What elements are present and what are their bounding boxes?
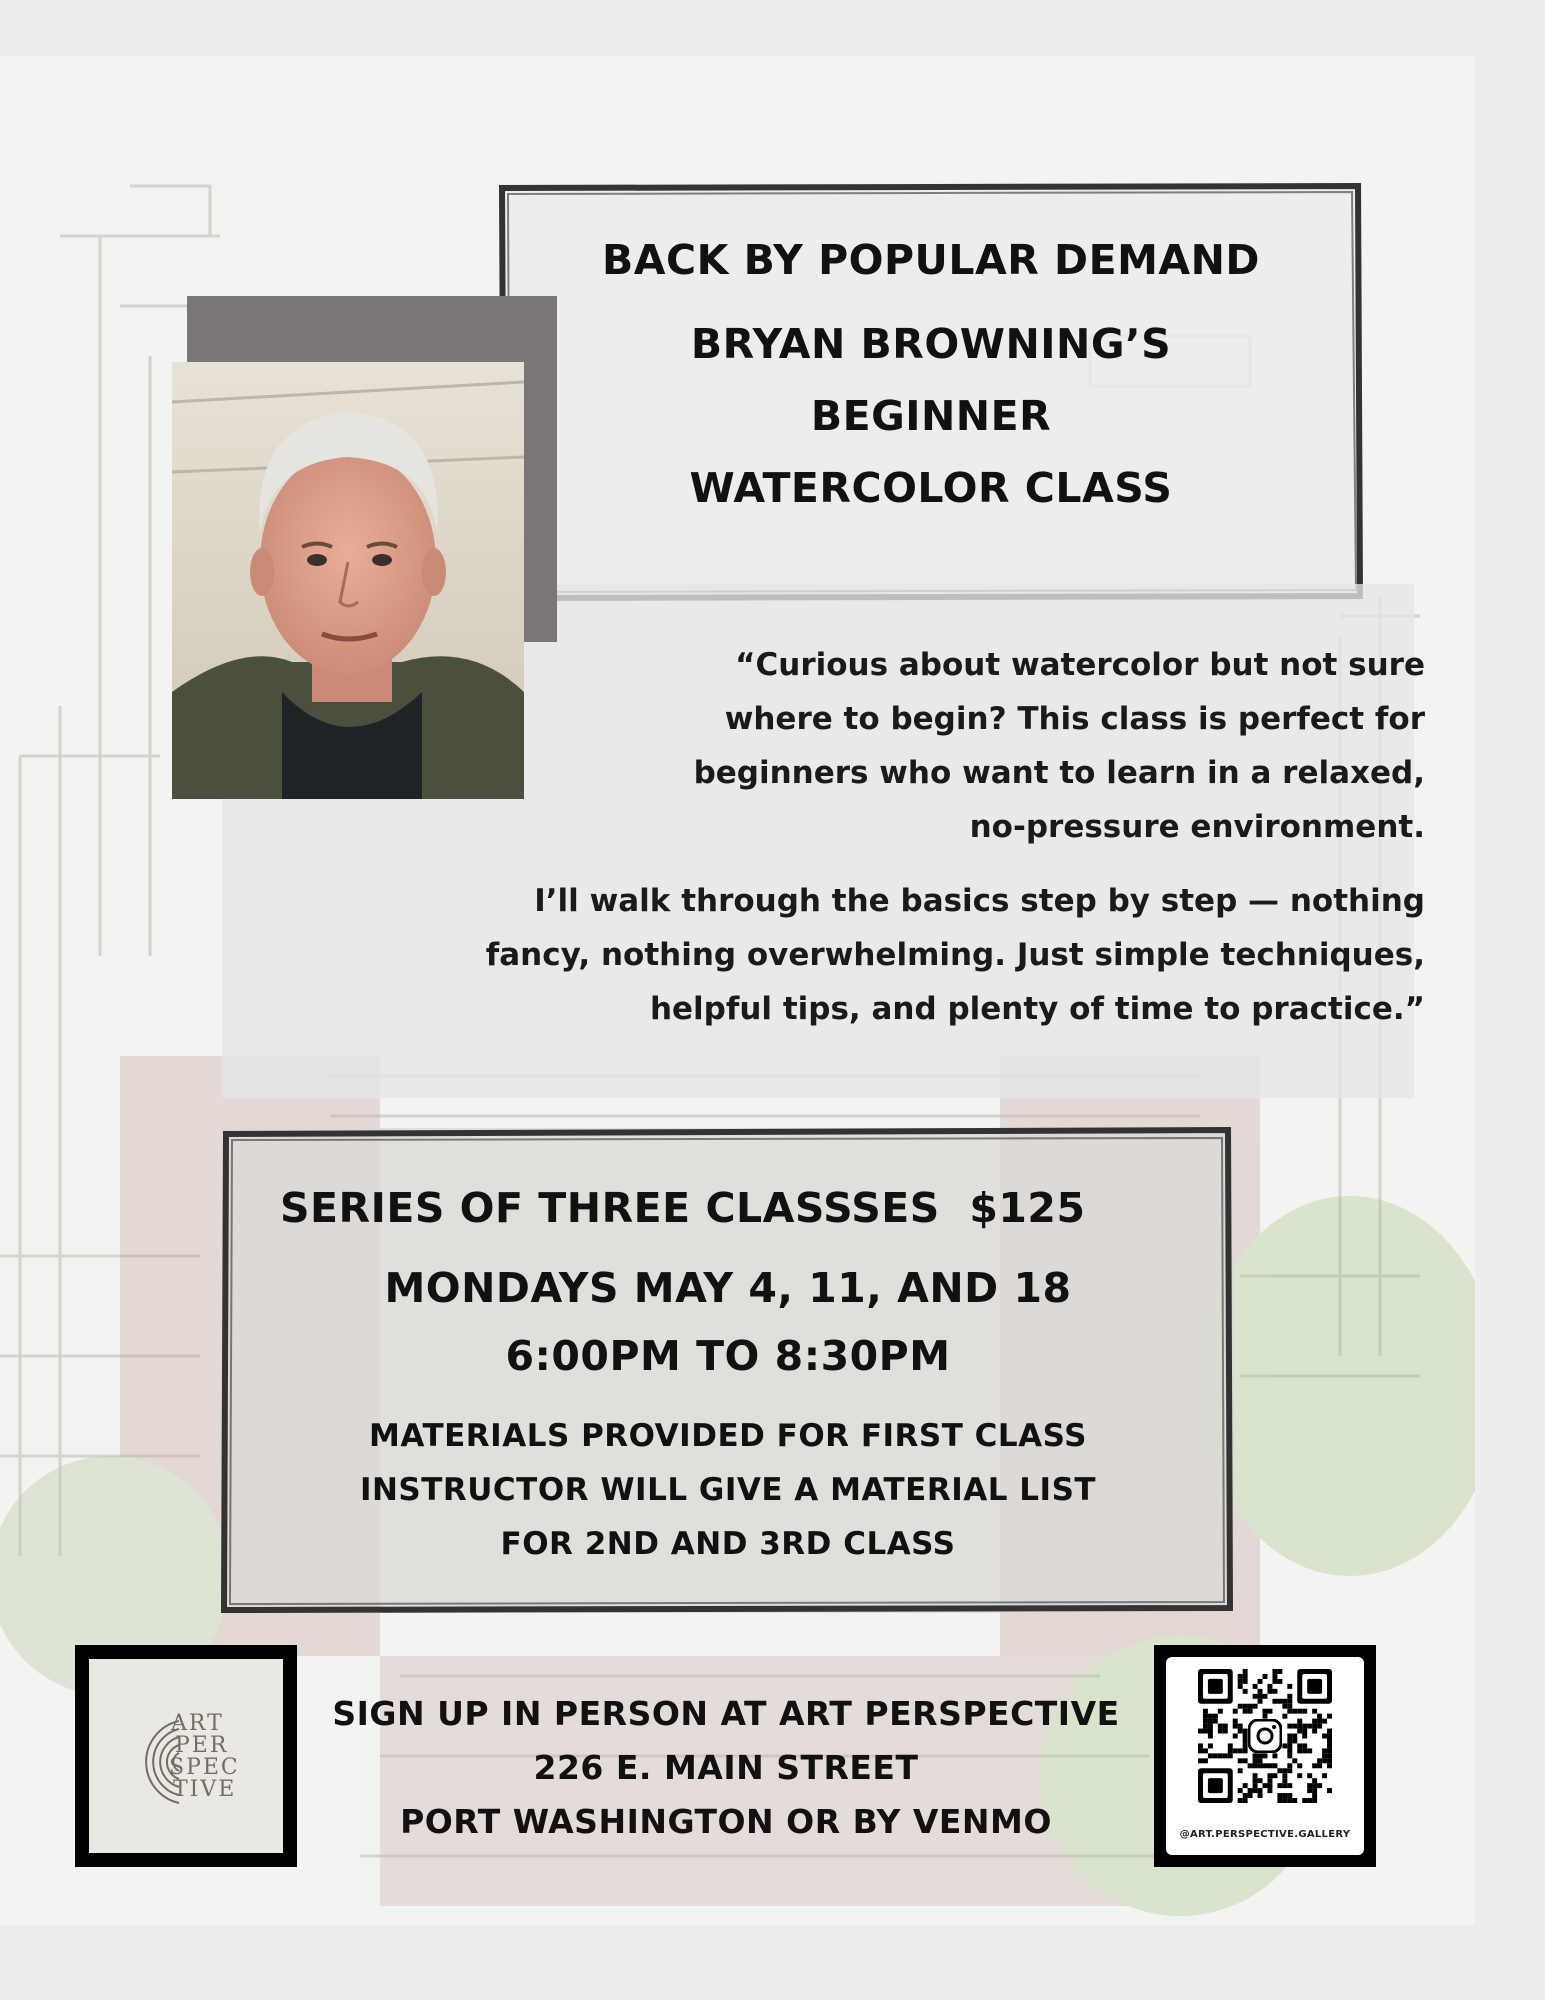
logo-card <box>89 1659 283 1853</box>
header-line-1: BACK BY POPULAR DEMAND <box>602 236 1260 284</box>
signup-line-3: PORT WASHINGTON OR BY VENMO <box>400 1802 1052 1841</box>
quote-line: no-pressure environment. <box>969 809 1425 845</box>
details-panel <box>222 1128 1234 1613</box>
quote-line: fancy, nothing overwhelming. Just simple techniques, <box>485 937 1425 973</box>
instagram-icon <box>1248 1719 1282 1753</box>
quote-paragraph-2 <box>486 874 1425 1036</box>
qr-code[interactable] <box>1154 1645 1376 1867</box>
class-dates: MONDAYS MAY 4, 11, AND 18 <box>384 1264 1072 1312</box>
quote-line: “Curious about watercolor but not sure <box>735 647 1425 683</box>
title-panel <box>500 184 1362 600</box>
art-perspective-logo <box>75 1645 297 1867</box>
page-margin <box>1475 56 1545 1926</box>
instructor-photo <box>172 362 524 799</box>
header-line-3: BEGINNER <box>810 392 1052 440</box>
logo-line: SPEC <box>169 1755 240 1780</box>
quote-line: where to begin? This class is perfect for <box>724 701 1425 737</box>
class-time: 6:00PM TO 8:30PM <box>505 1332 951 1380</box>
quote-line: helpful tips, and plenty of time to practice.” <box>649 991 1425 1027</box>
materials-line-2: INSTRUCTOR WILL GIVE A MATERIAL LIST <box>359 1472 1097 1508</box>
series-price: SERIES OF THREE CLASSSES $125 <box>280 1184 1086 1232</box>
signup-line-2: 226 E. MAIN STREET <box>533 1748 919 1787</box>
quote-line: beginners who want to learn in a relaxed, <box>693 755 1425 791</box>
materials-line-3: FOR 2ND AND 3RD CLASS <box>500 1526 956 1562</box>
logo-line: ART <box>171 1711 224 1736</box>
header-line-4: WATERCOLOR CLASS <box>689 464 1173 512</box>
quote-line: I’ll walk through the basics step by step — nothing <box>534 883 1425 919</box>
logo-line: TIVE <box>173 1777 237 1802</box>
logo-line: PER <box>175 1733 229 1758</box>
materials-line-1: MATERIALS PROVIDED FOR FIRST CLASS <box>369 1418 1087 1454</box>
qr-caption: @ART.PERSPECTIVE.GALLERY <box>1179 1829 1351 1840</box>
header-line-2: BRYAN BROWNING’S <box>690 320 1172 368</box>
signup-line-1: SIGN UP IN PERSON AT ART PERSPECTIVE <box>332 1694 1120 1733</box>
qr-card <box>1166 1657 1364 1855</box>
quote-paragraph-1 <box>694 638 1425 854</box>
